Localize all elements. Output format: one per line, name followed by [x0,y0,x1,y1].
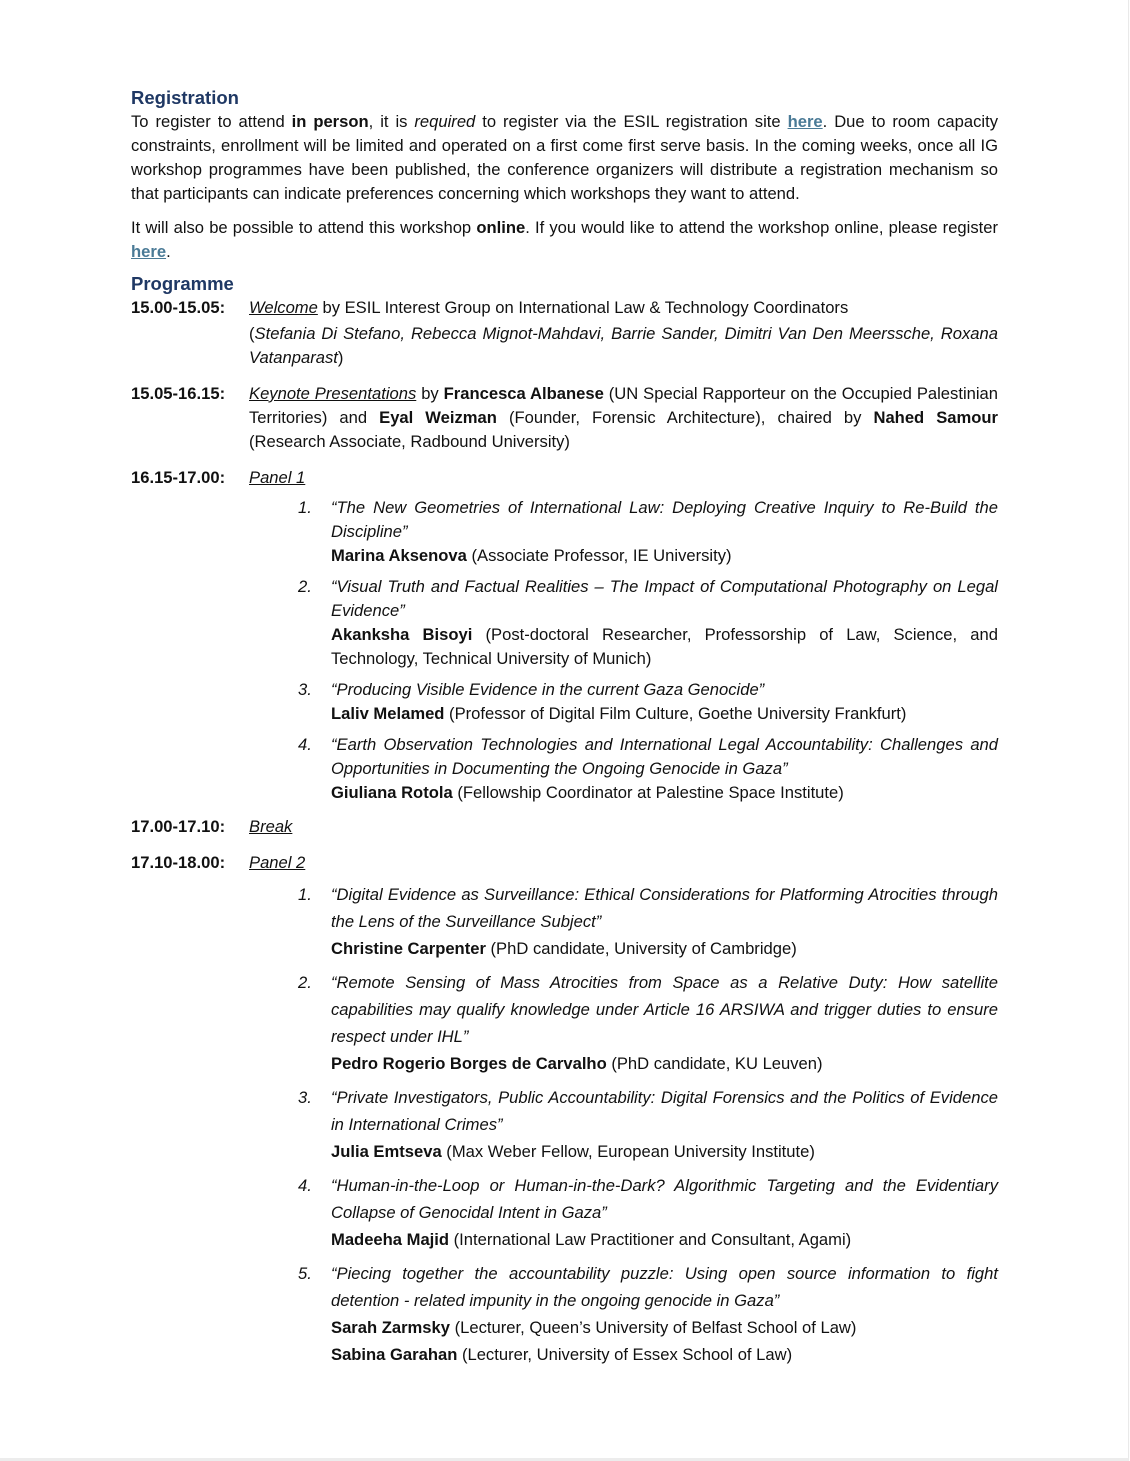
presentation-title: “Producing Visible Evidence in the current Gaza Genocide” [331,680,765,699]
item-number: 2. [298,973,312,992]
speaker-affiliation: (Post-doctoral Researcher, Professorship of Law, Science, and Technology, Technical University of Munich) [331,625,998,668]
speaker-line [331,544,998,568]
speaker-affiliation: (Lecturer, University of Essex School of Law) [457,1345,793,1364]
programme-row-welcome: 15.00-15.05: Welcome by ESIL Interest Group on International Law & Technology Coordinators (Stefania Di Stefano, Rebecca Mignot-Mahdavi, Barrie Sander, Dimitri Van Den Meerssche, Roxana Vatanparast) [131,298,998,367]
registration-heading: Registration [131,87,239,108]
speaker-affiliation: (International Law Practitioner and Consultant, Agami) [449,1230,852,1249]
presentation-title: “Earth Observation Technologies and International Legal Accountability: Challenges and Opportunities in Documenting the Ongoing Genocide in Gaza” [331,735,998,778]
speaker-line [331,1050,998,1077]
speaker-line [331,1341,998,1368]
speaker-line [331,702,998,726]
presentation-title: “Visual Truth and Factual Realities – The Impact of Computational Photography on Legal Evidence” [331,577,998,620]
in-person-emphasis: in person [291,112,369,131]
registration-paragraph-in-person: To register to attend in person, it is required to register via the ESIL registration site here. Due to room capacity constraints, enrollment will be limited and operated on a first come first serve basis. In the coming weeks, once all IG workshop programmes have been published, the conference organizers will distribute a registration mechanism so that participants can indicate preferences concerning which workshops they want to attend. [131,112,998,203]
item-number: 2. [298,577,312,596]
panel-item [131,1084,998,1165]
session-label: Panel 1 [249,468,306,487]
item-number: 4. [298,735,312,754]
speaker-name: Sarah Zarmsky [331,1318,450,1337]
speaker-name: Marina Aksenova [331,546,467,565]
item-number: 1. [298,885,312,904]
coordinator-names: Stefania Di Stefano, Rebecca Mignot-Mahdavi, Barrie Sander, Dimitri Van Den Meerssche, Roxana Vatanparast [249,324,998,367]
presentation-title: “The New Geometries of International Law: Deploying Creative Inquiry to Re-Build the Discipline” [331,498,998,541]
session-label: Break [249,817,293,836]
speaker-line [331,623,998,671]
time-slot: 16.15-17.00: [131,468,226,487]
panel-item [131,1172,998,1253]
speaker-affiliation: (Lecturer, Queen’s University of Belfast School of Law) [450,1318,857,1337]
item-number: 3. [298,680,312,699]
speaker-line [331,935,998,962]
online-emphasis: online [476,218,526,237]
speaker-name: Francesca Albanese [443,384,604,403]
speaker-name: Giuliana Rotola [331,783,453,802]
panel-item [131,496,998,568]
speaker-name: Eyal Weizman [379,408,497,427]
item-number: 5. [298,1264,312,1283]
programme-row-keynote: 15.05-16.15: Keynote Presentations by Francesca Albanese (UN Special Rapporteur on the Occupied Palestinian Territories) and Eyal Weizman (Founder, Forensic Architecture), chaired by Nahed Samour (Research Associate, Radbound University) [131,384,999,451]
programme-row-panel2 [131,851,998,875]
panel-item [131,733,998,805]
esil-registration-link[interactable]: here [787,112,823,131]
panel2-list [131,881,998,1368]
time-slot: 17.10-18.00: [131,853,226,872]
session-label: Panel 2 [249,853,306,872]
speaker-name: Sabina Garahan [331,1345,458,1364]
presentation-title: “Digital Evidence as Surveillance: Ethical Considerations for Platforming Atrocities through the Lens of the Surveillance Subject” [331,885,998,931]
item-number: 1. [298,498,312,517]
speaker-affiliation: (Professor of Digital Film Culture, Goethe University Frankfurt) [444,704,907,723]
speaker-name: Christine Carpenter [331,939,486,958]
panel-item [131,969,998,1077]
panel-item [131,678,998,726]
speaker-line [331,1314,998,1341]
speaker-line [331,1226,998,1253]
document-content [131,86,998,1368]
online-registration-link[interactable]: here [131,242,167,261]
item-number: 3. [298,1088,312,1107]
speaker-name: Madeeha Majid [331,1230,450,1249]
time-slot: 15.00-15.05: [131,298,226,317]
speaker-name: Laliv Melamed [331,704,445,723]
presentation-title: “Human-in-the-Loop or Human-in-the-Dark? Algorithmic Targeting and the Evidentiary Collapse of Genocidal Intent in Gaza” [331,1176,998,1222]
programme-row-panel1 [131,466,998,490]
session-label: Welcome [249,298,318,317]
chair-name: Nahed Samour [873,408,998,427]
presentation-title: “Remote Sensing of Mass Atrocities from Space as a Relative Duty: How satellite capabilities may qualify knowledge under Article 16 ARSIWA and trigger duties to ensure respect under IHL” [331,973,998,1046]
programme-heading: Programme [131,273,234,294]
programme-row-break [131,815,998,839]
speaker-name: Julia Emtseva [331,1142,442,1161]
panel-item [131,881,998,962]
speaker-affiliation: (Max Weber Fellow, European University Institute) [441,1142,815,1161]
panel-item [131,1260,998,1368]
registration-paragraph-online: It will also be possible to attend this workshop online. If you would like to attend the workshop online, please register here. [131,218,998,261]
panel-item [131,575,998,671]
presentation-title: “Private Investigators, Public Accountability: Digital Forensics and the Politics of Evidence in International Crimes” [331,1088,998,1134]
panel1-list [131,496,998,805]
item-number: 4. [298,1176,312,1195]
session-label: Keynote Presentations [249,384,417,403]
time-slot: 15.05-16.15: [131,384,226,403]
speaker-line [331,781,998,805]
time-slot: 17.00-17.10: [131,817,226,836]
speaker-line [331,1138,998,1165]
presentation-title: “Piecing together the accountability puzzle: Using open source information to fight detention - related impunity in the ongoing genocide in Gaza” [331,1264,998,1310]
required-emphasis: required [414,112,476,131]
speaker-affiliation: (Fellowship Coordinator at Palestine Space Institute) [452,783,844,802]
speaker-affiliation: (Associate Professor, IE University) [466,546,732,565]
speaker-affiliation: (PhD candidate, KU Leuven) [606,1054,823,1073]
speaker-name: Akanksha Bisoyi [331,625,473,644]
speaker-name: Pedro Rogerio Borges de Carvalho [331,1054,607,1073]
speaker-affiliation: (PhD candidate, University of Cambridge) [485,939,797,958]
